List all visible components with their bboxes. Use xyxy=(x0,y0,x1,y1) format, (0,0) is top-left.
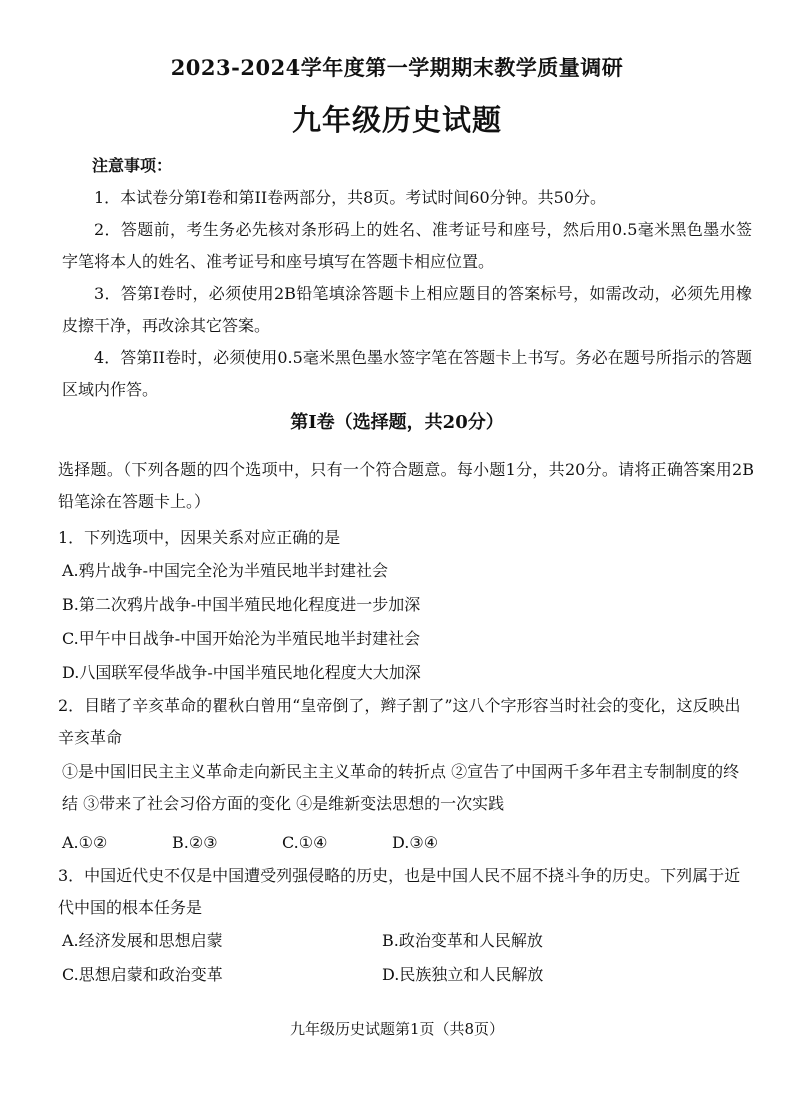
option-a: A.①② xyxy=(62,833,108,852)
option-b: B.第二次鸦片战争-中国半殖民地化程度进一步加深 xyxy=(62,595,421,614)
notice-item-1: 1．本试卷分第I卷和第II卷两部分，共8页。考试时间60分钟。共50分。 xyxy=(94,188,607,207)
options-row xyxy=(58,924,754,958)
notice-item-3: 3．答第I卷时，必须使用2B铅笔填涂答题卡上相应题目的答案标号，如需改动，必须先用橡皮擦干净，再改涂其它答案。 xyxy=(62,284,752,335)
options-row xyxy=(58,826,754,860)
option-d: D.八国联军侵华战争-中国半殖民地化程度大大加深 xyxy=(62,663,421,682)
option-d: D.③④ xyxy=(392,833,439,852)
exam-title: 2023-2024学年度第一学期期末教学质量调研 xyxy=(170,55,624,80)
option-c: C.思想启蒙和政治变革 xyxy=(62,965,223,984)
section-instruction: 选择题。（下列各题的四个选项中，只有一个符合题意。每小题1分，共20分。请将正确答案用2B铅笔涂在答题卡上。） xyxy=(58,460,754,511)
question-2 xyxy=(58,690,754,860)
option-a: A.鸦片战争-中国完全沦为半殖民地半封建社会 xyxy=(62,561,389,580)
option-a: A.经济发展和思想启蒙 xyxy=(62,931,223,950)
notice-item-2: 2．答题前，考生务必先核对条形码上的姓名、准考证号和座号，然后用0.5毫米黑色墨水签字笔将本人的姓名、准考证号和座号填写在答题卡相应位置。 xyxy=(62,220,752,271)
question-stem: 1．下列选项中，因果关系对应正确的是 xyxy=(58,528,341,547)
questions-area xyxy=(58,454,754,992)
option-b: B.政治变革和人民解放 xyxy=(382,931,543,950)
section-title: 第I卷（选择题，共20分） xyxy=(290,412,504,433)
notice-heading: 注意事项： xyxy=(92,156,173,175)
exam-subtitle: 九年级历史试题 xyxy=(291,103,502,137)
option-b: B.②③ xyxy=(172,833,218,852)
question-1 xyxy=(58,522,754,690)
option-c: C.甲午中日战争-中国开始沦为半殖民地半封建社会 xyxy=(62,629,421,648)
option-d: D.民族独立和人民解放 xyxy=(382,965,544,984)
notice-section xyxy=(62,150,752,406)
question-statements: ①是中国旧民主主义革命走向新民主主义革命的转折点 ②宣告了中国两千多年君主专制制度的终结 ③带来了社会习俗方面的变化 ④是维新变法思想的一次实践 xyxy=(62,762,740,813)
question-stem: 3．中国近代史不仅是中国遭受列强侵略的历史，也是中国人民不屈不挠斗争的历史。下列属于近代中国的根本任务是 xyxy=(58,866,741,917)
notice-item-4: 4．答第II卷时，必须使用0.5毫米黑色墨水签字笔在答题卡上书写。务必在题号所指示的答题区域内作答。 xyxy=(62,348,752,399)
question-3 xyxy=(58,860,754,992)
page-footer: 九年级历史试题第1页（共8页） xyxy=(289,1020,505,1038)
question-stem: 2．目睹了辛亥革命的瞿秋白曾用“皇帝倒了，辫子割了”这八个字形容当时社会的变化，这反映出辛亥革命 xyxy=(58,696,741,747)
option-c: C.①④ xyxy=(282,833,328,852)
options-row xyxy=(58,958,754,992)
